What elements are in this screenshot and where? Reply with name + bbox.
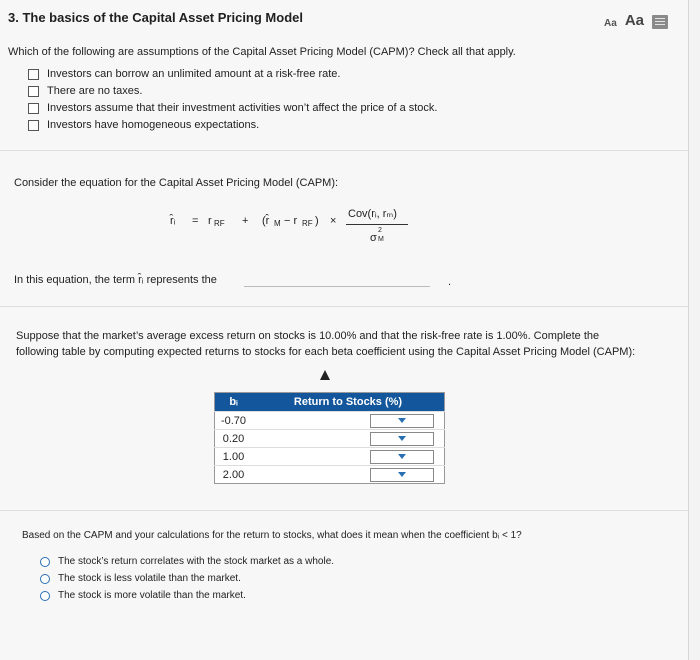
- equation-rrf-sub: RF: [214, 219, 225, 228]
- equation-numerator: Cov(rᵢ, rₘ): [348, 208, 397, 220]
- header-beta: bᵢ: [215, 393, 253, 412]
- text-size-large-button[interactable]: Aa: [624, 12, 644, 29]
- equation-lhs: r̂ᵢ: [170, 215, 176, 227]
- term-answer-blank[interactable]: [244, 286, 430, 287]
- radio-label: The stock is less volatile than the market.: [58, 573, 241, 584]
- book-icon[interactable]: [652, 15, 668, 29]
- equation-plus: +: [242, 215, 249, 227]
- checkbox-label: Investors have homogeneous expectations.: [47, 119, 260, 131]
- checkbox[interactable]: [28, 120, 39, 131]
- radio-button[interactable]: [40, 574, 50, 584]
- radio-button[interactable]: [40, 557, 50, 567]
- text-size-small-button[interactable]: Aa: [604, 18, 617, 29]
- equation-times: ×: [330, 215, 337, 227]
- equation-rrf: r: [208, 215, 212, 227]
- equation-denominator-sub: M: [378, 236, 384, 243]
- return-dropdown[interactable]: [370, 432, 434, 446]
- radio-option-1[interactable]: [40, 556, 334, 567]
- table-row: [215, 448, 445, 466]
- toolbar: [604, 12, 668, 29]
- question-prompt: Which of the following are assumptions of the Capital Asset Pricing Model (CAPM)? Check all that apply.: [8, 46, 516, 58]
- equation-equals: =: [192, 215, 199, 227]
- table-row: [215, 430, 445, 448]
- checkbox[interactable]: [28, 69, 39, 80]
- table-header-row: [215, 393, 445, 412]
- checkbox[interactable]: [28, 86, 39, 97]
- checkbox[interactable]: [28, 103, 39, 114]
- return-dropdown[interactable]: [370, 468, 434, 482]
- beta-value: 0.20: [215, 430, 253, 448]
- checkbox-label: Investors can borrow an unlimited amount at a risk-free rate.: [47, 68, 341, 80]
- section-divider: [0, 150, 688, 151]
- return-dropdown[interactable]: [370, 414, 434, 428]
- return-cell: [252, 412, 445, 430]
- term-period: .: [448, 276, 452, 288]
- radio-label: The stock is more volatile than the market.: [58, 590, 246, 601]
- term-question: In this equation, the term r̂ᵢ represents the: [14, 274, 217, 286]
- equation-close-paren: ): [315, 215, 319, 227]
- final-prompt: Based on the CAPM and your calculations for the return to stocks, what does it mean when the coefficient bᵢ < 1?: [22, 530, 522, 541]
- radio-label: The stock’s return correlates with the stock market as a whole.: [58, 556, 335, 567]
- checkbox-option-3[interactable]: [28, 102, 437, 114]
- equation-denominator: σ: [370, 232, 377, 244]
- return-cell: [252, 448, 445, 466]
- beta-value: -0.70: [215, 412, 253, 430]
- beta-value: 1.00: [215, 448, 253, 466]
- checkbox-option-2[interactable]: [28, 85, 142, 97]
- table-row: [215, 412, 445, 430]
- return-dropdown[interactable]: [370, 450, 434, 464]
- equation-rm-sub: M: [274, 219, 281, 228]
- table-intro: Suppose that the market’s average excess return on stocks is 10.00% and that the risk-free rate is 1.00%. Complete the following table by computing expected returns to stocks for each beta coefficient using the Capital Asset Pricing Model (CAPM):: [16, 330, 636, 358]
- mouse-cursor-icon: [320, 370, 330, 380]
- table-row: [215, 466, 445, 484]
- equation-minus: − r: [284, 215, 298, 227]
- radio-option-2[interactable]: [40, 573, 241, 584]
- question-title: 3. The basics of the Capital Asset Pricing Model: [8, 10, 303, 25]
- section-divider: [0, 306, 688, 307]
- beta-value: 2.00: [215, 466, 253, 484]
- return-cell: [252, 430, 445, 448]
- beta-table: [214, 392, 445, 484]
- equation-intro: Consider the equation for the Capital Asset Pricing Model (CAPM):: [14, 177, 339, 189]
- equation-denominator-sup: 2: [378, 227, 382, 234]
- fraction-bar: [346, 224, 408, 225]
- equation-open-paren: (r̂: [262, 215, 270, 227]
- checkbox-label: Investors assume that their investment activities won’t affect the price of a stock.: [47, 102, 438, 114]
- checkbox-option-4[interactable]: [28, 119, 259, 131]
- checkbox-label: There are no taxes.: [47, 85, 143, 97]
- radio-button[interactable]: [40, 591, 50, 601]
- checkbox-option-1[interactable]: [28, 68, 340, 80]
- header-return: Return to Stocks (%): [252, 393, 445, 412]
- return-cell: [252, 466, 445, 484]
- equation-rrf2-sub: RF: [302, 219, 313, 228]
- section-divider: [0, 510, 688, 511]
- radio-option-3[interactable]: [40, 590, 246, 601]
